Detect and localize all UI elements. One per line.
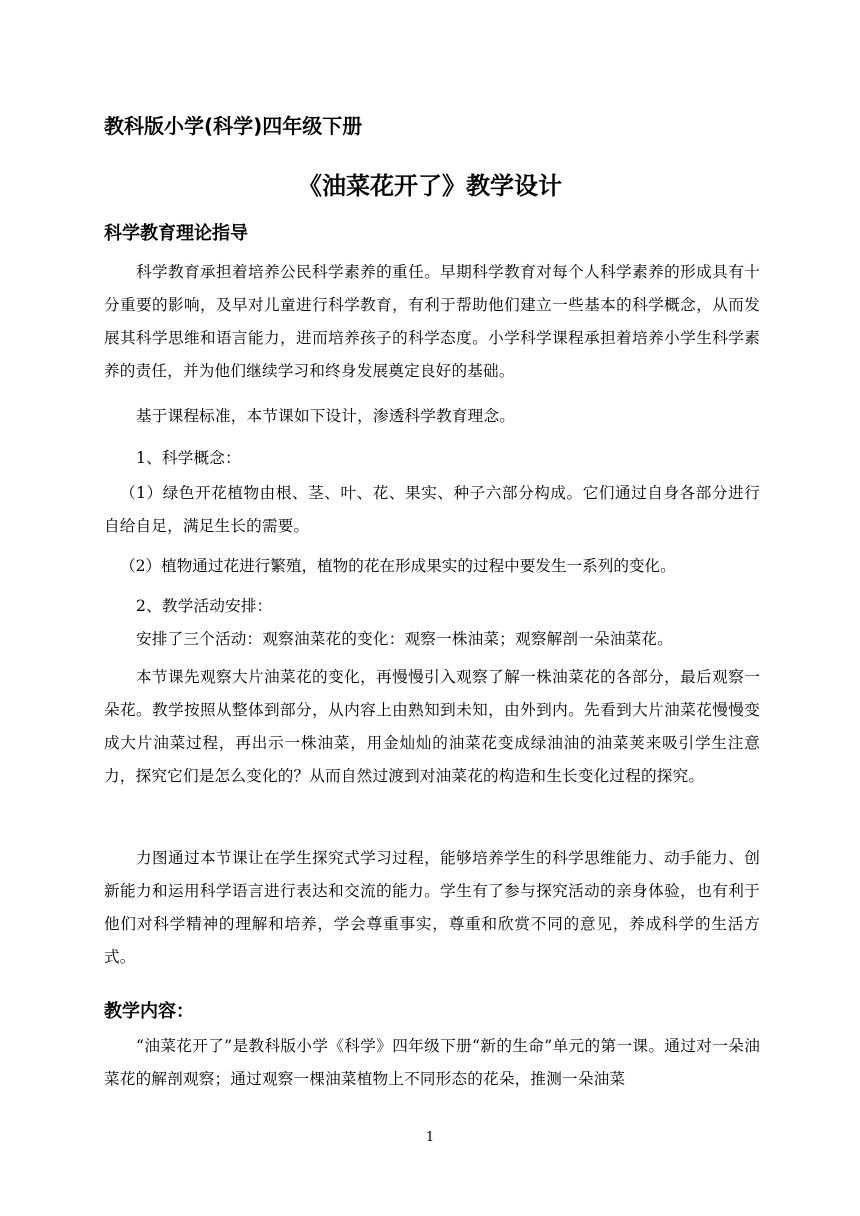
page-number: 1 bbox=[425, 1130, 435, 1145]
paragraph: 安排了三个活动：观察油菜花的变化：观察一株油菜；观察解剖一朵油菜花。 bbox=[136, 630, 673, 648]
section-heading-content: 教学内容： bbox=[104, 1001, 194, 1022]
paragraph: 基于课程标准，本节课如下设计，渗透科学教育理念。 bbox=[136, 407, 516, 425]
paragraph: “油菜花开了”是教科版小学《科学》四年级下册“新的生命”单元的第一课。通过对一朵油菜花的解剖观察；通过观察一棵油菜植物上不同形态的花朵，推测一朵油菜 bbox=[104, 1037, 760, 1088]
paragraph: 本节课先观察大片油菜花的变化，再慢慢引入观察了解一株油菜花的各部分，最后观察一朵花。教学按照从整体到部分，从内容上由熟知到未知，由外到内。先看到大片油菜花慢慢变成大片油菜过程，再出示一株油菜，用金灿灿的油菜花变成绿油油的油菜荚来吸引学生注意力，探究它们是怎么变化的？从而自然过渡到对油菜花的构造和生长变化过程的探究。 bbox=[104, 668, 760, 785]
paragraph: （2）植物通过花进行繁殖，植物的花在形成果实的过程中要发生一系列的变化。 bbox=[120, 557, 676, 575]
doc-header: 教科版小学(科学)四年级下册 bbox=[104, 114, 363, 138]
doc-title: 《油菜花开了》教学设计 bbox=[298, 172, 562, 200]
section-heading-theory: 科学教育理论指导 bbox=[104, 223, 248, 244]
paragraph: 1、科学概念： bbox=[136, 449, 241, 467]
paragraph: 2、教学活动安排： bbox=[136, 597, 273, 615]
paragraph: 科学教育承担着培养公民科学素养的重任。早期科学教育对每个人科学素养的形成具有十分重要的影响，及早对儿童进行科学教育，有利于帮助他们建立一些基本的科学概念，从而发展其科学思维和语言能力，进而培养孩子的科学态度。小学科学课程承担着培养小学生科学素养的责任，并为他们继续学习和终身发展奠定良好的基础。 bbox=[104, 263, 760, 380]
paragraph: （1）绿色开花植物由根、茎、叶、花、果实、种子六部分构成。它们通过自身各部分进行自给自足，满足生长的需要。 bbox=[104, 484, 760, 535]
paragraph: 力图通过本节课让在学生探究式学习过程，能够培养学生的科学思维能力、动手能力、创新能力和运用科学语言进行表达和交流的能力。学生有了参与探究活动的亲身体验，也有利于他们对科学精神的理解和培养，学会尊重事实，尊重和欣赏不同的意见，养成科学的生活方式。 bbox=[104, 849, 760, 966]
